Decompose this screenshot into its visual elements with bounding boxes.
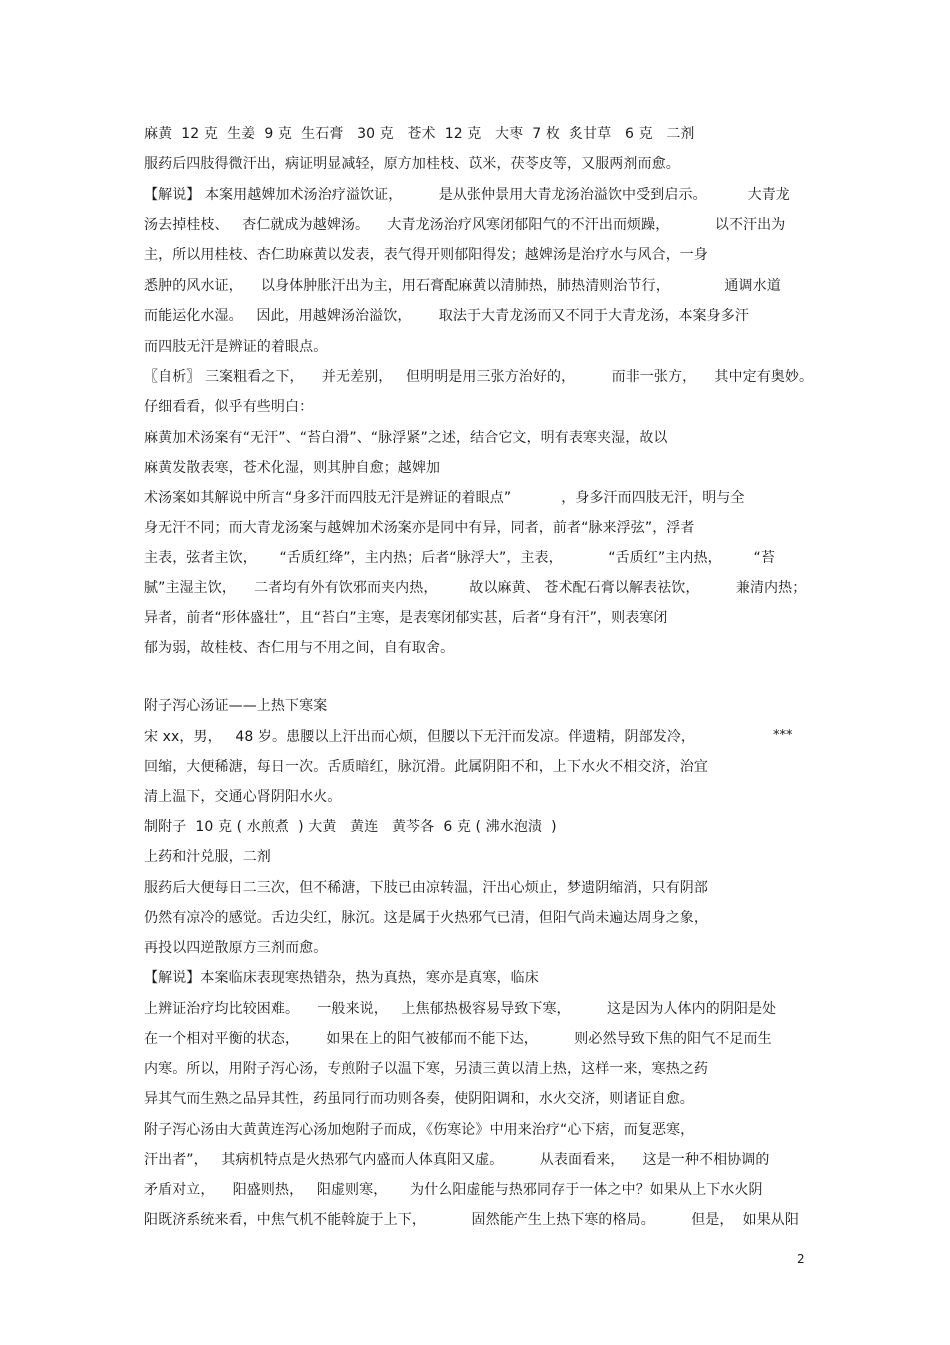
text-line: 内寒。所以，用附子泻心汤，专煎附子以温下寒，另渍三黄以清上热，这样一来，寒热之药 xyxy=(144,1061,708,1077)
text-line: 服药后大便每日二三次，但不稀溏，下肢已由凉转温，汗出心烦止，梦遗阴缩消，只有阴部 xyxy=(144,880,708,896)
page-number: 2 xyxy=(797,1252,805,1266)
text-line: 【解说】 本案用越婢加术汤治疗溢饮证， 是从张仲景用大青龙汤治溢饮中受到启示。 大青龙 xyxy=(144,187,790,203)
text-line: 郁为弱，故桂枝、杏仁用与不用之间，自有取舍。 xyxy=(144,640,455,656)
section-heading: 附子泻心汤证——上热下寒案 xyxy=(144,698,328,714)
text-line: 而四肢无汗是辨证的着眼点。 xyxy=(144,339,328,355)
text-line: 清上温下，交通心肾阴阳水火。 xyxy=(144,789,342,805)
text-line: 附子泻心汤由大黄黄连泻心汤加炮附子而成，《伤寒论》中用来治疗“心下痞，而复恶寒， xyxy=(144,1122,695,1138)
text-line: 上药和汁兑服，二剂 xyxy=(144,849,271,865)
text-line: 阳既济系统来看，中焦气机不能斡旋于上下， 固然能产生上热下寒的格局。 但是， 如果从阳 xyxy=(144,1212,800,1228)
text-line: 汤去掉桂枝、 杏仁就成为越婢汤。 大青龙汤治疗风寒闭郁阳气的不汗出而烦躁， 以不汗出为 xyxy=(144,217,786,233)
text-line: 汗出者”， 其病机特点是火热邪气内盛而人体真阳又虚。 从表面看来， 这是一种不相协调的 xyxy=(144,1152,770,1168)
text-line: 而能运化水湿。 因此，用越婢汤治溢饮， 取法于大青龙汤而又不同于大青龙汤，本案身多汗 xyxy=(144,308,749,324)
text-line: 制附子 10 克 ( 水煎煮 ) 大黄 黄连 黄芩各 6 克 ( 沸水泡渍 ) xyxy=(144,819,557,835)
text-line: 【解说】本案临床表现寒热错杂，热为真热，寒亦是真寒，临床 xyxy=(144,970,539,986)
text-line: 术汤案如其解说中所言“身多汗而四肢无汗是辨证的着眼点” ，身多汗而四肢无汗，明与全 xyxy=(144,490,745,506)
text-line: 麻黄加术汤案有“无汗”、“苔白滑”、“脉浮紧”之述，结合它文，明有表寒夹湿，故以 xyxy=(144,430,668,446)
text-line: 主表，弦者主饮， “舌质红绛”，主内热；后者“脉浮大”，主表， “舌质红”主内热， “苔 xyxy=(144,550,775,566)
text-line: 异其气而生熟之品异其性，药虽同行而功则各奏，使阴阳调和，水火交济，则诸证自愈。 xyxy=(144,1091,694,1107)
text-line: 〖自析〗 三案粗看之下， 并无差别， 但明明是用三张方治好的， 而非一张方， 其中定有奥妙。 xyxy=(144,369,814,385)
text-line: 身无汗不同；而大青龙汤案与越婢加术汤案亦是同中有异，同者，前者“脉来浮弦”，浮者 xyxy=(144,520,695,536)
text-line: 异者，前者“形体盛壮”，且“苔白”主寒，是表寒闭郁实甚，后者“身有汗”，则表寒闭 xyxy=(144,610,668,626)
text-line: 上辨证治疗均比较困难。 一般来说， 上焦郁热极容易导致下寒， 这是因为人体内的阴阳是处 xyxy=(144,1001,777,1017)
text-line: 矛盾对立， 阳盛则热， 阳虚则寒， 为什么阳虚能与热邪同存于一体之中？如果从上下水火阴 xyxy=(144,1182,763,1198)
text-line: 回缩，大便稀溏，每日一次。舌质暗红，脉沉滑。此属阴阳不和，上下水火不相交济，治宜 xyxy=(144,759,708,775)
text-line: 仔细看看，似乎有些明白： xyxy=(144,399,314,415)
text-line: 再投以四逆散原方三剂而愈。 xyxy=(144,940,328,956)
text-line: 服药后四肢得微汗出，病证明显减轻，原方加桂枝、苡米，茯苓皮等，又服两剂而愈。 xyxy=(144,156,680,172)
text-line: 主，所以用桂枝、杏仁助麻黄以发表，表气得开则郁阳得发；越婢汤是治疗水与风合，一身 xyxy=(144,247,708,263)
redaction-marks: *** xyxy=(773,728,793,743)
text-line: 仍然有凉冷的感觉。舌边尖红，脉沉。这是属于火热邪气已清，但阳气尚未遍达周身之象， xyxy=(144,910,708,926)
text-line: 麻黄发散表寒，苍术化湿，则其肿自愈；越婢加 xyxy=(144,460,441,476)
text-line: 麻黄 12 克 生姜 9 克 生石膏 30 克 苍术 12 克 大枣 7 枚 炙甘草 6 克 二剂 xyxy=(144,126,695,142)
text-line: 腻”主湿主饮， 二者均有外有饮邪而夹内热， 故以麻黄、 苍术配石膏以解表祛饮， 兼清内热； xyxy=(144,580,807,596)
text-line: 在一个相对平衡的状态， 如果在上的阳气被郁而不能下达， 则必然导致下焦的阳气不足而生 xyxy=(144,1031,772,1047)
text-line: 悉肿的风水证， 以身体肿胀汗出为主，用石膏配麻黄以清肺热，肺热清则治节行， 通调水道 xyxy=(144,278,781,294)
text-line: 宋 xx，男， 48 岁。患腰以上汗出而心烦，但腰以下无汗而发凉。伴遗精，阴部发冷， xyxy=(144,729,696,745)
